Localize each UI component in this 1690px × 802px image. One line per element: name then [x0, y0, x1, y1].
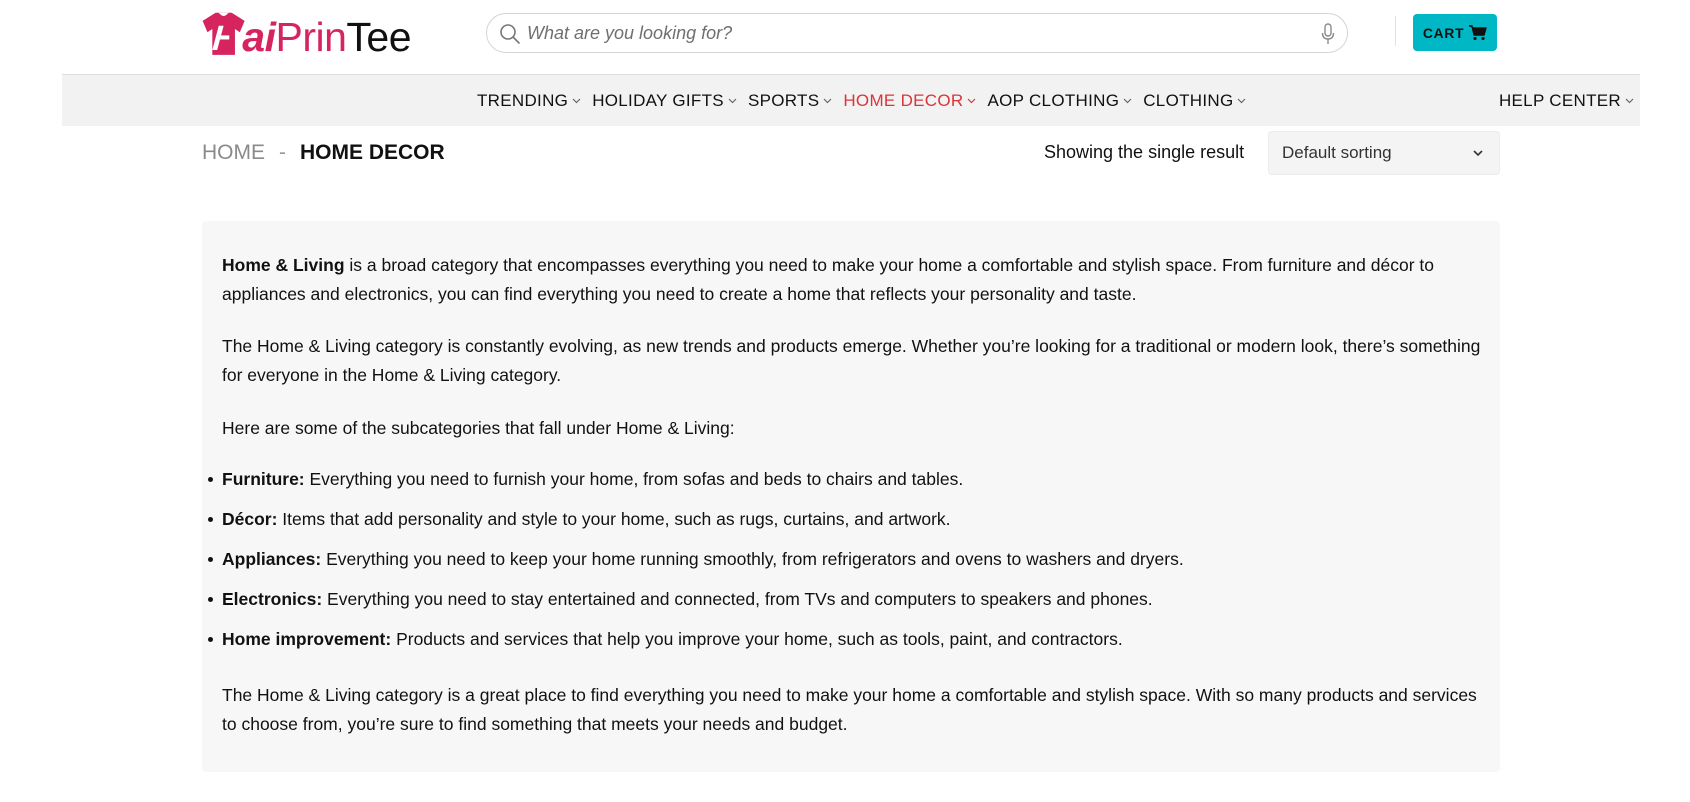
list-item-term: Home improvement: [222, 629, 392, 649]
site-logo[interactable] [201, 0, 411, 62]
list-item-text: Everything you need to stay entertained and connected, from TVs and computers to speakers and phones. [322, 589, 1153, 609]
nav-item-label: HELP CENTER [1498, 91, 1621, 110]
nav-item-sports[interactable] [748, 91, 832, 111]
logo-part-prin: Prin [275, 14, 347, 60]
nav-item-holiday-gifts[interactable] [592, 91, 737, 111]
category-description [202, 221, 1500, 772]
breadcrumb-home-link[interactable]: HOME [202, 141, 265, 164]
nav-item-label: TRENDING [477, 91, 569, 110]
microphone-icon[interactable] [1321, 23, 1335, 45]
list-item [222, 505, 1484, 545]
chevron-down-icon [1473, 150, 1483, 157]
nav-item-label: HOLIDAY GIFTS [592, 91, 724, 110]
list-item [222, 625, 1484, 665]
result-count: Showing the single result [1044, 142, 1245, 162]
nav-item-clothing[interactable] [1143, 91, 1246, 111]
nav-menu [477, 75, 1257, 127]
search-bar [486, 13, 1348, 53]
search-input[interactable] [527, 14, 1287, 52]
cart-label: CART [1422, 24, 1465, 41]
chevron-down-icon [1625, 98, 1634, 104]
breadcrumb-separator: - [279, 141, 286, 164]
nav-item-home-decor[interactable] [843, 91, 976, 111]
chevron-down-icon [728, 98, 737, 104]
nav-item-label: AOP CLOTHING [987, 91, 1120, 110]
subcategory-list [222, 465, 1484, 665]
list-item [222, 465, 1484, 505]
intro-bold: Home & Living [222, 255, 345, 275]
list-item-text: Everything you need to keep your home running smoothly, from refrigerators and ovens to washers and dryers. [321, 549, 1184, 569]
cart-button[interactable] [1413, 14, 1497, 51]
logo-part-tee: Tee [346, 14, 411, 60]
chevron-down-icon [572, 98, 581, 104]
site-header [0, 0, 1690, 74]
chevron-down-icon [1123, 98, 1132, 104]
page-title: HOME DECOR [300, 141, 445, 164]
list-item-term: Décor: [222, 509, 278, 529]
nav-item-help-center[interactable] [1499, 75, 1634, 127]
chevron-down-icon [823, 98, 832, 104]
intro-text: is a broad category that encompasses everything you need to make your home a comfortable and stylish space. From furniture and décor to appliances and electronics, you can find everything you need to create a home that reflects your personality and taste. [222, 255, 1434, 304]
sort-select[interactable] [1268, 131, 1500, 175]
list-item-text: Items that add personality and style to your home, such as rugs, curtains, and artwork. [277, 509, 951, 529]
list-item-term: Furniture: [222, 469, 305, 489]
nav-item-label: HOME DECOR [843, 91, 964, 110]
chevron-down-icon [967, 98, 976, 104]
main-nav [62, 74, 1640, 126]
logo-wordmark [242, 14, 411, 60]
tshirt-icon [201, 4, 246, 62]
nav-item-label: SPORTS [747, 91, 820, 110]
nav-item-aop-clothing[interactable] [987, 91, 1132, 111]
list-item [222, 545, 1484, 585]
closing-paragraph: The Home & Living category is a great place to find everything you need to make your home a comfortable and stylish space. With so many products and services to choose from, you’re sure to find something that meets your needs and budget. [222, 685, 1477, 734]
paragraph-evolving: The Home & Living category is constantly evolving, as new trends and products emerge. Whether you’re looking for a traditional or modern look, there’s something for everyone in the Home & Living category. [222, 336, 1481, 385]
list-item-term: Electronics: [222, 589, 323, 609]
intro-paragraph [222, 251, 1484, 309]
nav-item-trending[interactable] [477, 91, 581, 111]
shopping-cart-icon [1469, 25, 1487, 41]
search-icon[interactable] [499, 23, 521, 45]
chevron-down-icon [1237, 98, 1246, 104]
list-item-term: Appliances: [222, 549, 322, 569]
paragraph-subcategories: Here are some of the subcategories that fall under Home & Living: [222, 418, 735, 438]
nav-item-label: CLOTHING [1143, 91, 1234, 110]
list-item-text: Everything you need to furnish your home, from sofas and beds to chairs and tables. [304, 469, 964, 489]
header-divider [1395, 16, 1396, 46]
breadcrumb [202, 141, 445, 165]
list-item [222, 585, 1484, 625]
sort-selected-value: Default sorting [1282, 143, 1392, 162]
logo-part-ai: ai [242, 14, 276, 60]
list-item-text: Products and services that help you improve your home, such as tools, paint, and contractors. [391, 629, 1123, 649]
